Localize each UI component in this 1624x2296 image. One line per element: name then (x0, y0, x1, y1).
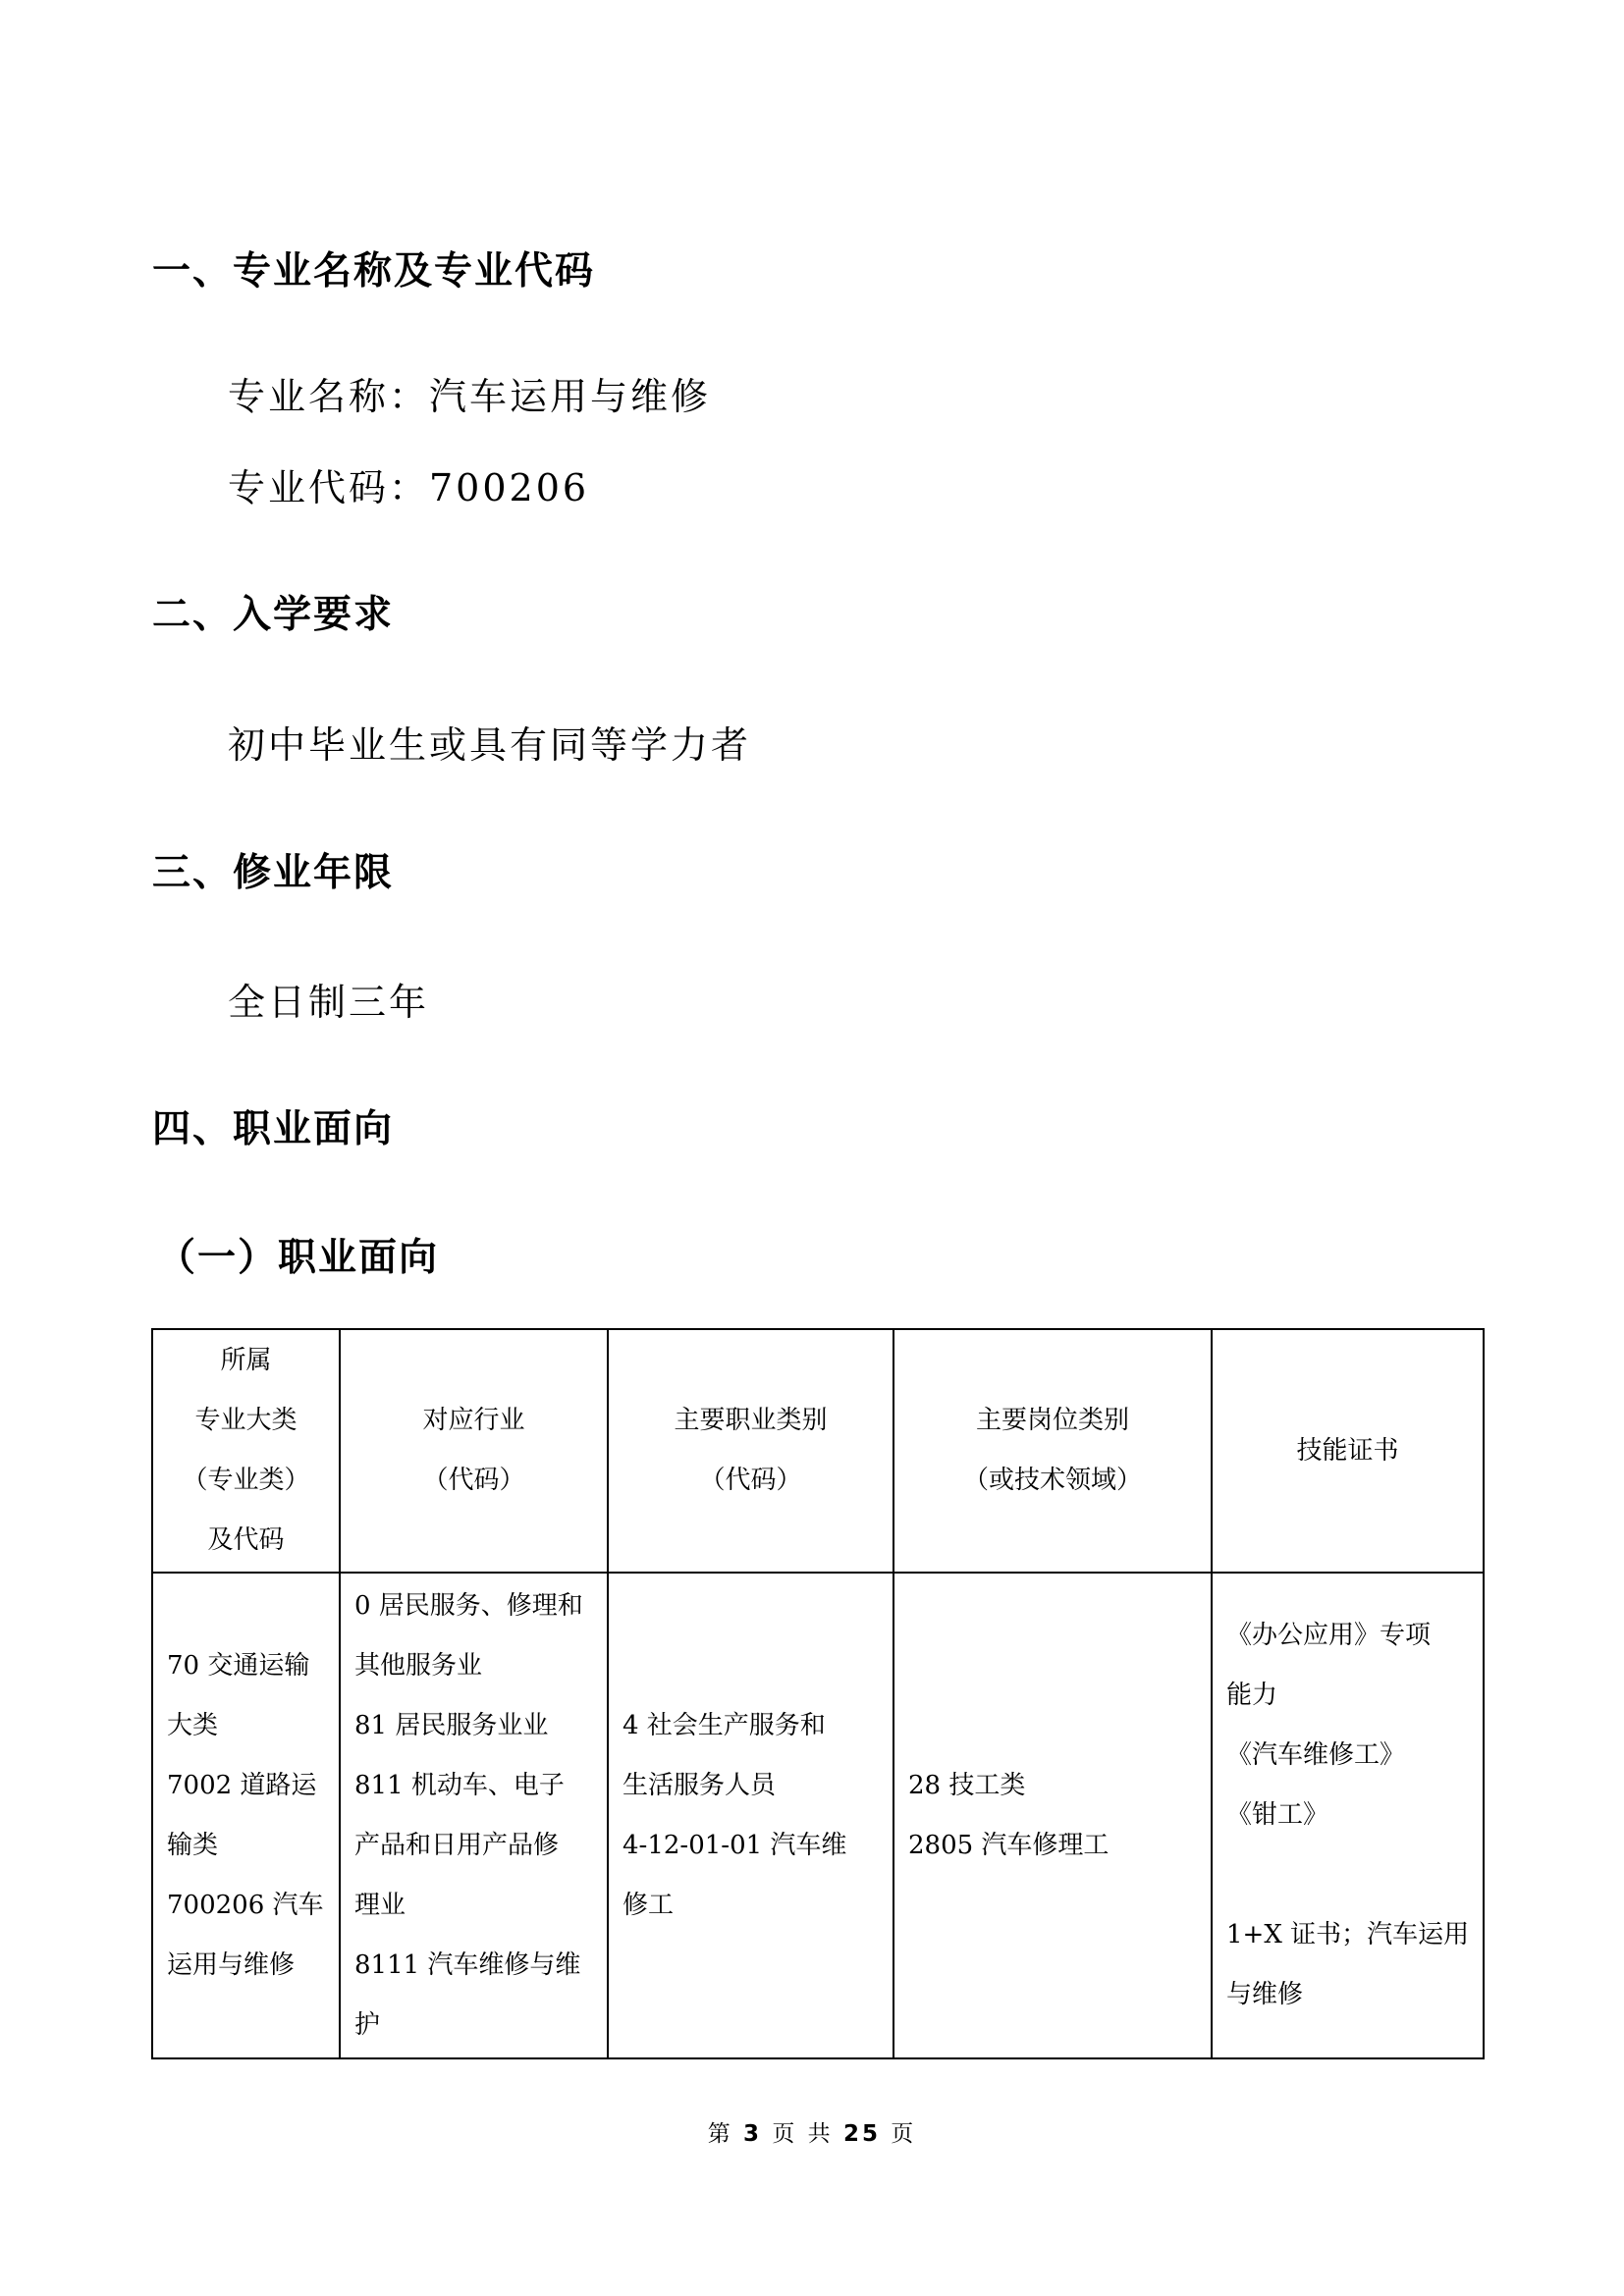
page-footer (0, 2115, 1624, 2148)
header-cell-occupation: 主要职业类别 （代码） (608, 1329, 893, 1573)
header-cell-industry: 对应行业 （代码） (340, 1329, 608, 1573)
cell-industry: 0 居民服务、修理和 其他服务业 81 居民服务业业 811 机动车、电子 产品和日用产品修 理业 8111 汽车维修与维 护 (340, 1573, 608, 2058)
cell-certificate: 《办公应用》专项 能力 《汽车维修工》 《钳工》 1+X 证书；汽车运用 与维修 (1212, 1573, 1484, 2058)
occupation-table (151, 1328, 1485, 2059)
cell-position: 28 技工类 2805 汽车修理工 (893, 1573, 1212, 2058)
subsection-title: （一）职业面向 (157, 1236, 440, 1280)
study-duration: 全日制三年 (228, 981, 430, 1024)
section-2-title: 二、入学要求 (152, 593, 395, 637)
section-4-title: 四、职业面向 (152, 1107, 395, 1151)
header-cell-certificate: 技能证书 (1212, 1329, 1484, 1573)
footer-middle: 页 共 (772, 2121, 834, 2147)
cell-occupation: 4 社会生产服务和 生活服务人员 4-12-01-01 汽车维 修工 (608, 1573, 893, 2058)
current-page-number: 3 (743, 2121, 763, 2147)
header-cell-position: 主要岗位类别 （或技术领域） (893, 1329, 1212, 1573)
major-code: 专业代码：700206 (228, 466, 590, 509)
section-3-title: 三、修业年限 (152, 851, 395, 895)
header-cell-major-category: 所属 专业大类 （专业类） 及代码 (152, 1329, 340, 1573)
admission-requirement: 初中毕业生或具有同等学力者 (228, 723, 752, 767)
total-page-count: 25 (842, 2121, 881, 2147)
footer-suffix: 页 (891, 2121, 917, 2147)
footer-prefix: 第 (707, 2121, 733, 2147)
table-header-row (152, 1329, 1484, 1573)
section-1-title: 一、专业名称及专业代码 (152, 249, 596, 294)
table-row (152, 1573, 1484, 2058)
major-name: 专业名称：汽车运用与维修 (228, 375, 712, 418)
cell-major-category: 70 交通运输 大类 7002 道路运 输类 700206 汽车 运用与维修 (152, 1573, 340, 2058)
